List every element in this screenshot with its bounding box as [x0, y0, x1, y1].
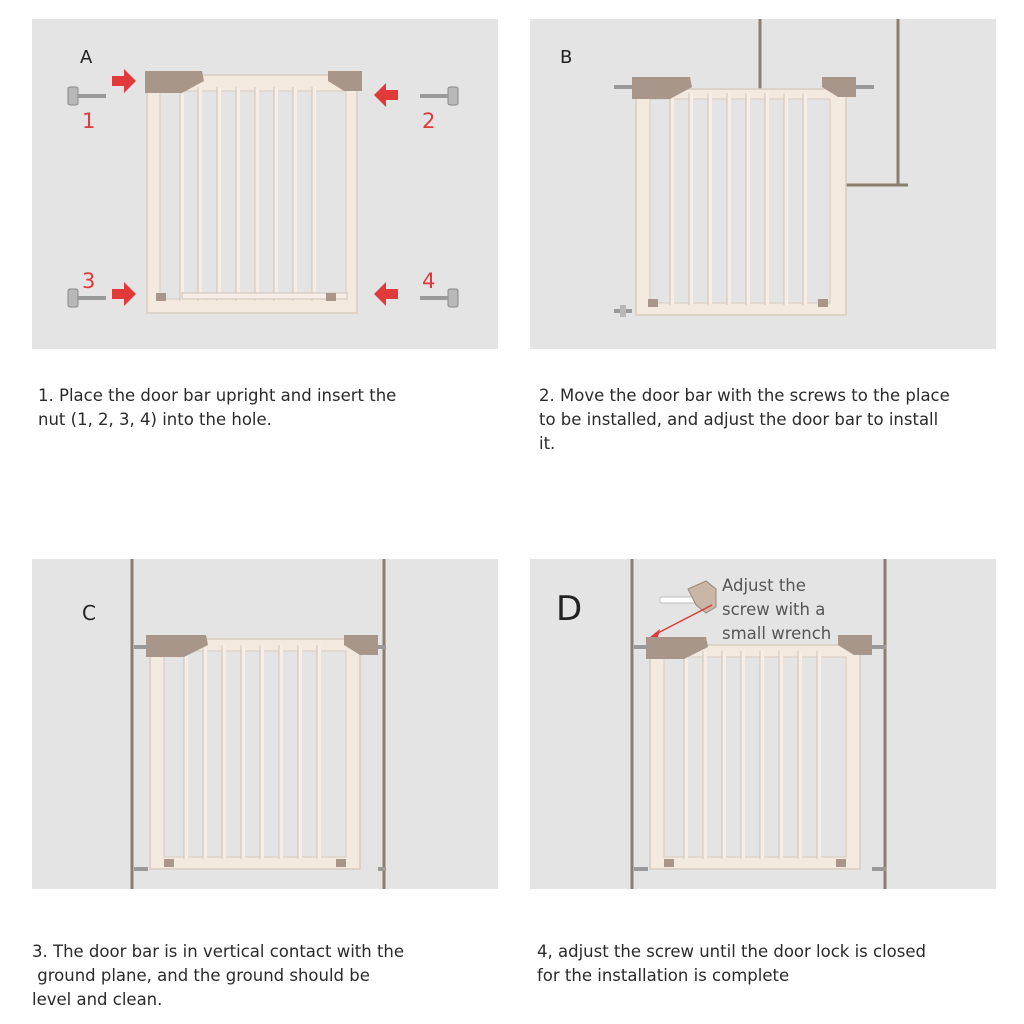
step-4-caption: 4, adjust the screw until the door lock is closed for the installation is complete: [537, 942, 926, 985]
step-3-caption: 3. The door bar is in vertical contact with the ground plane, and the ground should be level and clean.: [32, 942, 405, 1009]
panel-letter: D: [556, 589, 583, 629]
panel-a: [32, 19, 498, 349]
screw-number-3: 3: [82, 269, 96, 293]
panel-letter: C: [82, 601, 96, 625]
panel-d: [530, 559, 996, 889]
wrench-note: Adjust the screw with a small wrench: [722, 576, 832, 643]
gate-illustration-b: [530, 19, 996, 349]
panel-letter: B: [560, 47, 573, 68]
panel-b: [530, 19, 996, 349]
step-1-caption: 1. Place the door bar upright and insert the nut (1, 2, 3, 4) into the hole.: [38, 386, 397, 429]
panel-c: [32, 559, 498, 889]
step-2-caption: 2. Move the door bar with the screws to the place to be installed, and adjust the door bar to install it.: [539, 386, 950, 453]
screw-number-2: 2: [422, 109, 436, 133]
gate-illustration-c: [32, 559, 498, 889]
panel-letter: A: [80, 47, 93, 68]
red-arrow-icon: [32, 19, 498, 349]
screw-number-4: 4: [422, 269, 436, 293]
screw-number-1: 1: [82, 109, 96, 133]
